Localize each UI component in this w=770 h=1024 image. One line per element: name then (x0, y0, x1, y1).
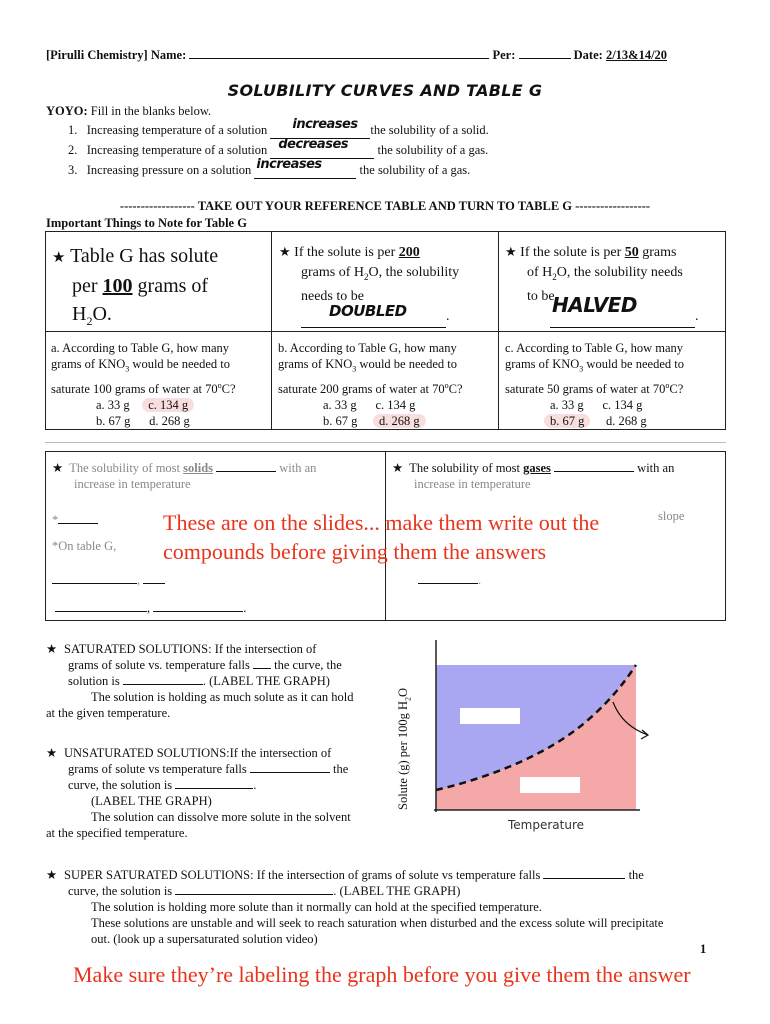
graph-svg (408, 640, 708, 840)
arrow-head-icon (641, 730, 648, 739)
subscript: 3 (579, 364, 584, 374)
note-word: gases (523, 461, 551, 475)
question-text: C? (221, 381, 236, 396)
yoyo-label: YOYO: (46, 104, 88, 118)
teacher-note-overlay: These are on the slides... make them write out the compounds before giving them the answers (163, 510, 600, 564)
star-icon: ★ (279, 244, 291, 259)
note-text: increase in temperature (74, 477, 191, 491)
answer-blank[interactable] (250, 772, 330, 773)
note-text: The solubility of most (409, 461, 524, 475)
question-text: C? (669, 381, 684, 396)
subscript: 2 (552, 271, 557, 282)
axis-text: O (396, 687, 410, 697)
answer-blank[interactable] (418, 583, 478, 584)
note-text: O, the solubility (368, 265, 460, 280)
answer-blank[interactable] (175, 894, 333, 895)
item-text-end: the solubility of a gas. (377, 143, 489, 157)
note-text: Table G has solute (70, 245, 219, 267)
question-text: would be needed to (356, 357, 457, 371)
reference-banner: ------------------ TAKE OUT YOUR REFERENCE TABLE AND TURN TO TABLE G ------------------ (119, 199, 651, 213)
asterisk-line (52, 512, 98, 528)
degree-sign: o (665, 380, 670, 390)
note-text: grams of (132, 275, 209, 297)
item-text: Increasing temperature of a solution (86, 143, 268, 157)
note-text: with an (276, 461, 317, 475)
note-text: with an (634, 461, 675, 475)
star-icon: ★ (46, 868, 58, 882)
star-icon: ★ (392, 461, 404, 475)
answer-blank[interactable] (175, 788, 253, 789)
degree-sign: o (217, 380, 222, 390)
yoyo-instruction: Fill in the blanks below. (90, 104, 212, 118)
choice-a[interactable]: a. 33 g (96, 397, 130, 412)
label-box-lower[interactable] (520, 777, 580, 793)
note-word: solids (183, 461, 214, 475)
item-number: 2. (68, 143, 78, 157)
star-icon: ★ (52, 250, 66, 266)
answer-blank[interactable] (143, 583, 165, 584)
note-number: 200 (398, 245, 420, 260)
note-text: O. (92, 303, 112, 325)
section-text: . (253, 778, 257, 792)
question-text: grams of KNO (505, 357, 580, 371)
answer-blank[interactable] (216, 471, 276, 472)
answer-blank[interactable] (554, 471, 634, 472)
choice-c[interactable]: c. 134 g (375, 397, 416, 412)
choice-b[interactable]: b. 67 g (96, 413, 131, 428)
section-text: grams of solute vs temperature falls (68, 762, 250, 776)
answer-blank[interactable] (254, 157, 356, 179)
choice-a[interactable]: a. 33 g (323, 397, 357, 412)
saturated-section (46, 641, 396, 721)
question-text: grams of KNO (278, 357, 353, 371)
date-label: Date: (573, 48, 606, 62)
table-g-note-3: ★ If the solute is per 50 grams of $H_2O$, the solubility needs to be HALVED . (505, 242, 725, 328)
note-text: per (72, 275, 103, 297)
section-text: the curve, the (271, 658, 342, 672)
item-number: 1. (68, 123, 78, 137)
question-a (51, 340, 269, 429)
header-line (46, 47, 736, 63)
section-text: out. (look up a supersaturated solution video) (91, 932, 318, 946)
slope-label: slope (658, 509, 685, 523)
handwritten-answer: increases (292, 117, 358, 132)
item-text: Increasing pressure on a solution (86, 163, 252, 177)
section-text: at the specified temperature. (46, 826, 188, 840)
note-text: O, the solubility needs (556, 265, 683, 280)
star-icon: ★ (52, 461, 64, 475)
question-text: saturate 50 grams of water at 70 (505, 381, 666, 396)
handwritten-answer: HALVED (552, 292, 637, 317)
graph-y-label (396, 650, 413, 810)
star-icon: ★ (505, 244, 517, 259)
date-value: 2/13&14/20 (605, 48, 668, 62)
note-text: of H (527, 265, 553, 280)
question-text: C? (448, 381, 463, 396)
blank-row: , (52, 572, 165, 588)
blank-row: , . (55, 600, 246, 616)
question-text: a. According to Table G, how many (51, 341, 230, 355)
handwritten-answer: increases (256, 157, 322, 172)
section-text: the (628, 868, 644, 882)
choice-c[interactable]: c. 134 g (602, 397, 643, 412)
question-text: would be needed to (129, 357, 230, 371)
note-text: If the solute is per (294, 245, 399, 260)
answer-blank[interactable] (301, 301, 446, 328)
note-text: grams of H (301, 265, 364, 280)
section-divider (45, 442, 726, 443)
answer-blank[interactable] (550, 292, 695, 328)
section-text: SUPER SATURATED SOLUTIONS: If the intersection of grams of solute vs temperature falls (64, 868, 544, 882)
asterisk: * (52, 513, 59, 527)
table-g-note-2: ★ If the solute is per 200 grams of $H_2O$, the solubility needs to be DOUBLED . (279, 242, 494, 328)
section-text: The solution is holding more solute than it normally can hold at the specified temperature. (91, 900, 542, 914)
choice-d[interactable]: d. 268 g (149, 413, 190, 428)
choice-b[interactable]: b. 67 g (323, 413, 358, 428)
label-box-upper[interactable] (460, 708, 520, 724)
subscript: 2 (86, 314, 93, 328)
note-text: needs to be (301, 288, 364, 304)
section-text: UNSATURATED SOLUTIONS:If the intersection of (64, 746, 332, 760)
table-g-note-1 (52, 242, 267, 335)
yoyo-heading (46, 103, 211, 119)
choice-d[interactable]: d. 268 g (606, 413, 647, 428)
note-number: 50 (624, 245, 639, 260)
note-text: H (72, 303, 87, 325)
choice-c-highlighted[interactable]: c. 134 g (142, 398, 194, 412)
section-text: curve, the solution is (68, 884, 176, 898)
note-text: grams (638, 245, 677, 260)
yoyo-item-3 (68, 157, 471, 179)
item-number: 3. (68, 163, 78, 177)
question-text: saturate 100 grams of water at 70 (51, 381, 218, 396)
supersaturated-section (46, 867, 736, 947)
answer-blank[interactable] (253, 668, 271, 669)
section-text: (LABEL THE GRAPH) (91, 794, 212, 808)
blank-row: . (418, 572, 481, 588)
question-text: b. According to Table G, how many (278, 341, 457, 355)
question-c (505, 340, 725, 429)
page-number: 1 (700, 942, 707, 956)
note-text: The solubility of most (69, 461, 184, 475)
name-blank[interactable] (189, 58, 489, 59)
question-text: saturate 200 grams of water at 70 (278, 381, 445, 396)
section-text: The solution is holding as much solute as it can hold (91, 690, 354, 704)
subscript: 3 (352, 364, 357, 374)
answer-blank[interactable] (52, 583, 137, 584)
graph-x-label: Temperature (508, 818, 585, 832)
axis-text: Solute (g) per 100g H (396, 700, 410, 810)
section-text: SATURATED SOLUTIONS: If the intersection of (64, 642, 317, 656)
answer-blank[interactable] (55, 611, 147, 612)
question-text: grams of KNO (51, 357, 126, 371)
question-b (278, 340, 496, 429)
choice-d-highlighted[interactable]: d. 268 g (373, 414, 426, 428)
subscript: 2 (403, 696, 413, 701)
section-text: These solutions are unstable and will seek to reach saturation when disturbed and the excess solute will precipitate (91, 916, 664, 930)
gases-note (392, 460, 722, 492)
section-text: curve, the solution is (68, 778, 176, 792)
notes-heading: Important Things to Note for Table G (46, 216, 247, 230)
item-text: Increasing temperature of a solution (86, 123, 268, 137)
answer-blank[interactable] (543, 878, 625, 879)
item-text-end: the solubility of a gas. (359, 163, 471, 177)
question-text: would be needed to (583, 357, 684, 371)
name-label: [Pirulli Chemistry] Name: (46, 48, 190, 62)
answer-blank[interactable] (153, 611, 243, 612)
note-text: If the solute is per (520, 245, 625, 260)
note-text: to be (527, 288, 555, 304)
subscript: 2 (364, 271, 369, 282)
answer-blank[interactable] (58, 523, 98, 524)
section-text: grams of solute vs. temperature falls (68, 658, 254, 672)
section-text: the (329, 762, 349, 776)
star-icon: ★ (46, 746, 58, 760)
teacher-note-bottom: Make sure they’re labeling the graph before you give them the answer (73, 962, 691, 987)
solids-note (52, 460, 382, 492)
star-icon: ★ (46, 642, 58, 656)
section-text: . (LABEL THE GRAPH) (333, 884, 461, 898)
solubility-graph (396, 640, 708, 840)
on-table-label: *On table G, (52, 539, 117, 553)
answer-blank[interactable] (123, 684, 203, 685)
handwritten-answer: decreases (278, 137, 348, 152)
handwritten-answer: DOUBLED (329, 301, 407, 320)
question-text: c. According to Table G, how many (505, 341, 684, 355)
item-text-end: the solubility of a solid. (370, 123, 489, 137)
degree-sign: o (444, 380, 449, 390)
page-title: SOLUBILITY CURVES AND TABLE G (227, 81, 543, 100)
choice-b-highlighted[interactable]: b. 67 g (544, 414, 590, 428)
section-text: The solution can dissolve more solute in the solvent (91, 810, 351, 824)
section-text: . (LABEL THE GRAPH) (202, 674, 330, 688)
subscript: 3 (125, 364, 130, 374)
unsaturated-section (46, 745, 396, 841)
period-blank[interactable] (519, 58, 571, 59)
section-text: solution is (68, 674, 123, 688)
section-text: at the given temperature. (46, 706, 171, 720)
period-label: Per: (492, 48, 519, 62)
choice-a[interactable]: a. 33 g (550, 397, 584, 412)
note-number: 100 (102, 275, 133, 297)
note-text: increase in temperature (414, 477, 531, 491)
